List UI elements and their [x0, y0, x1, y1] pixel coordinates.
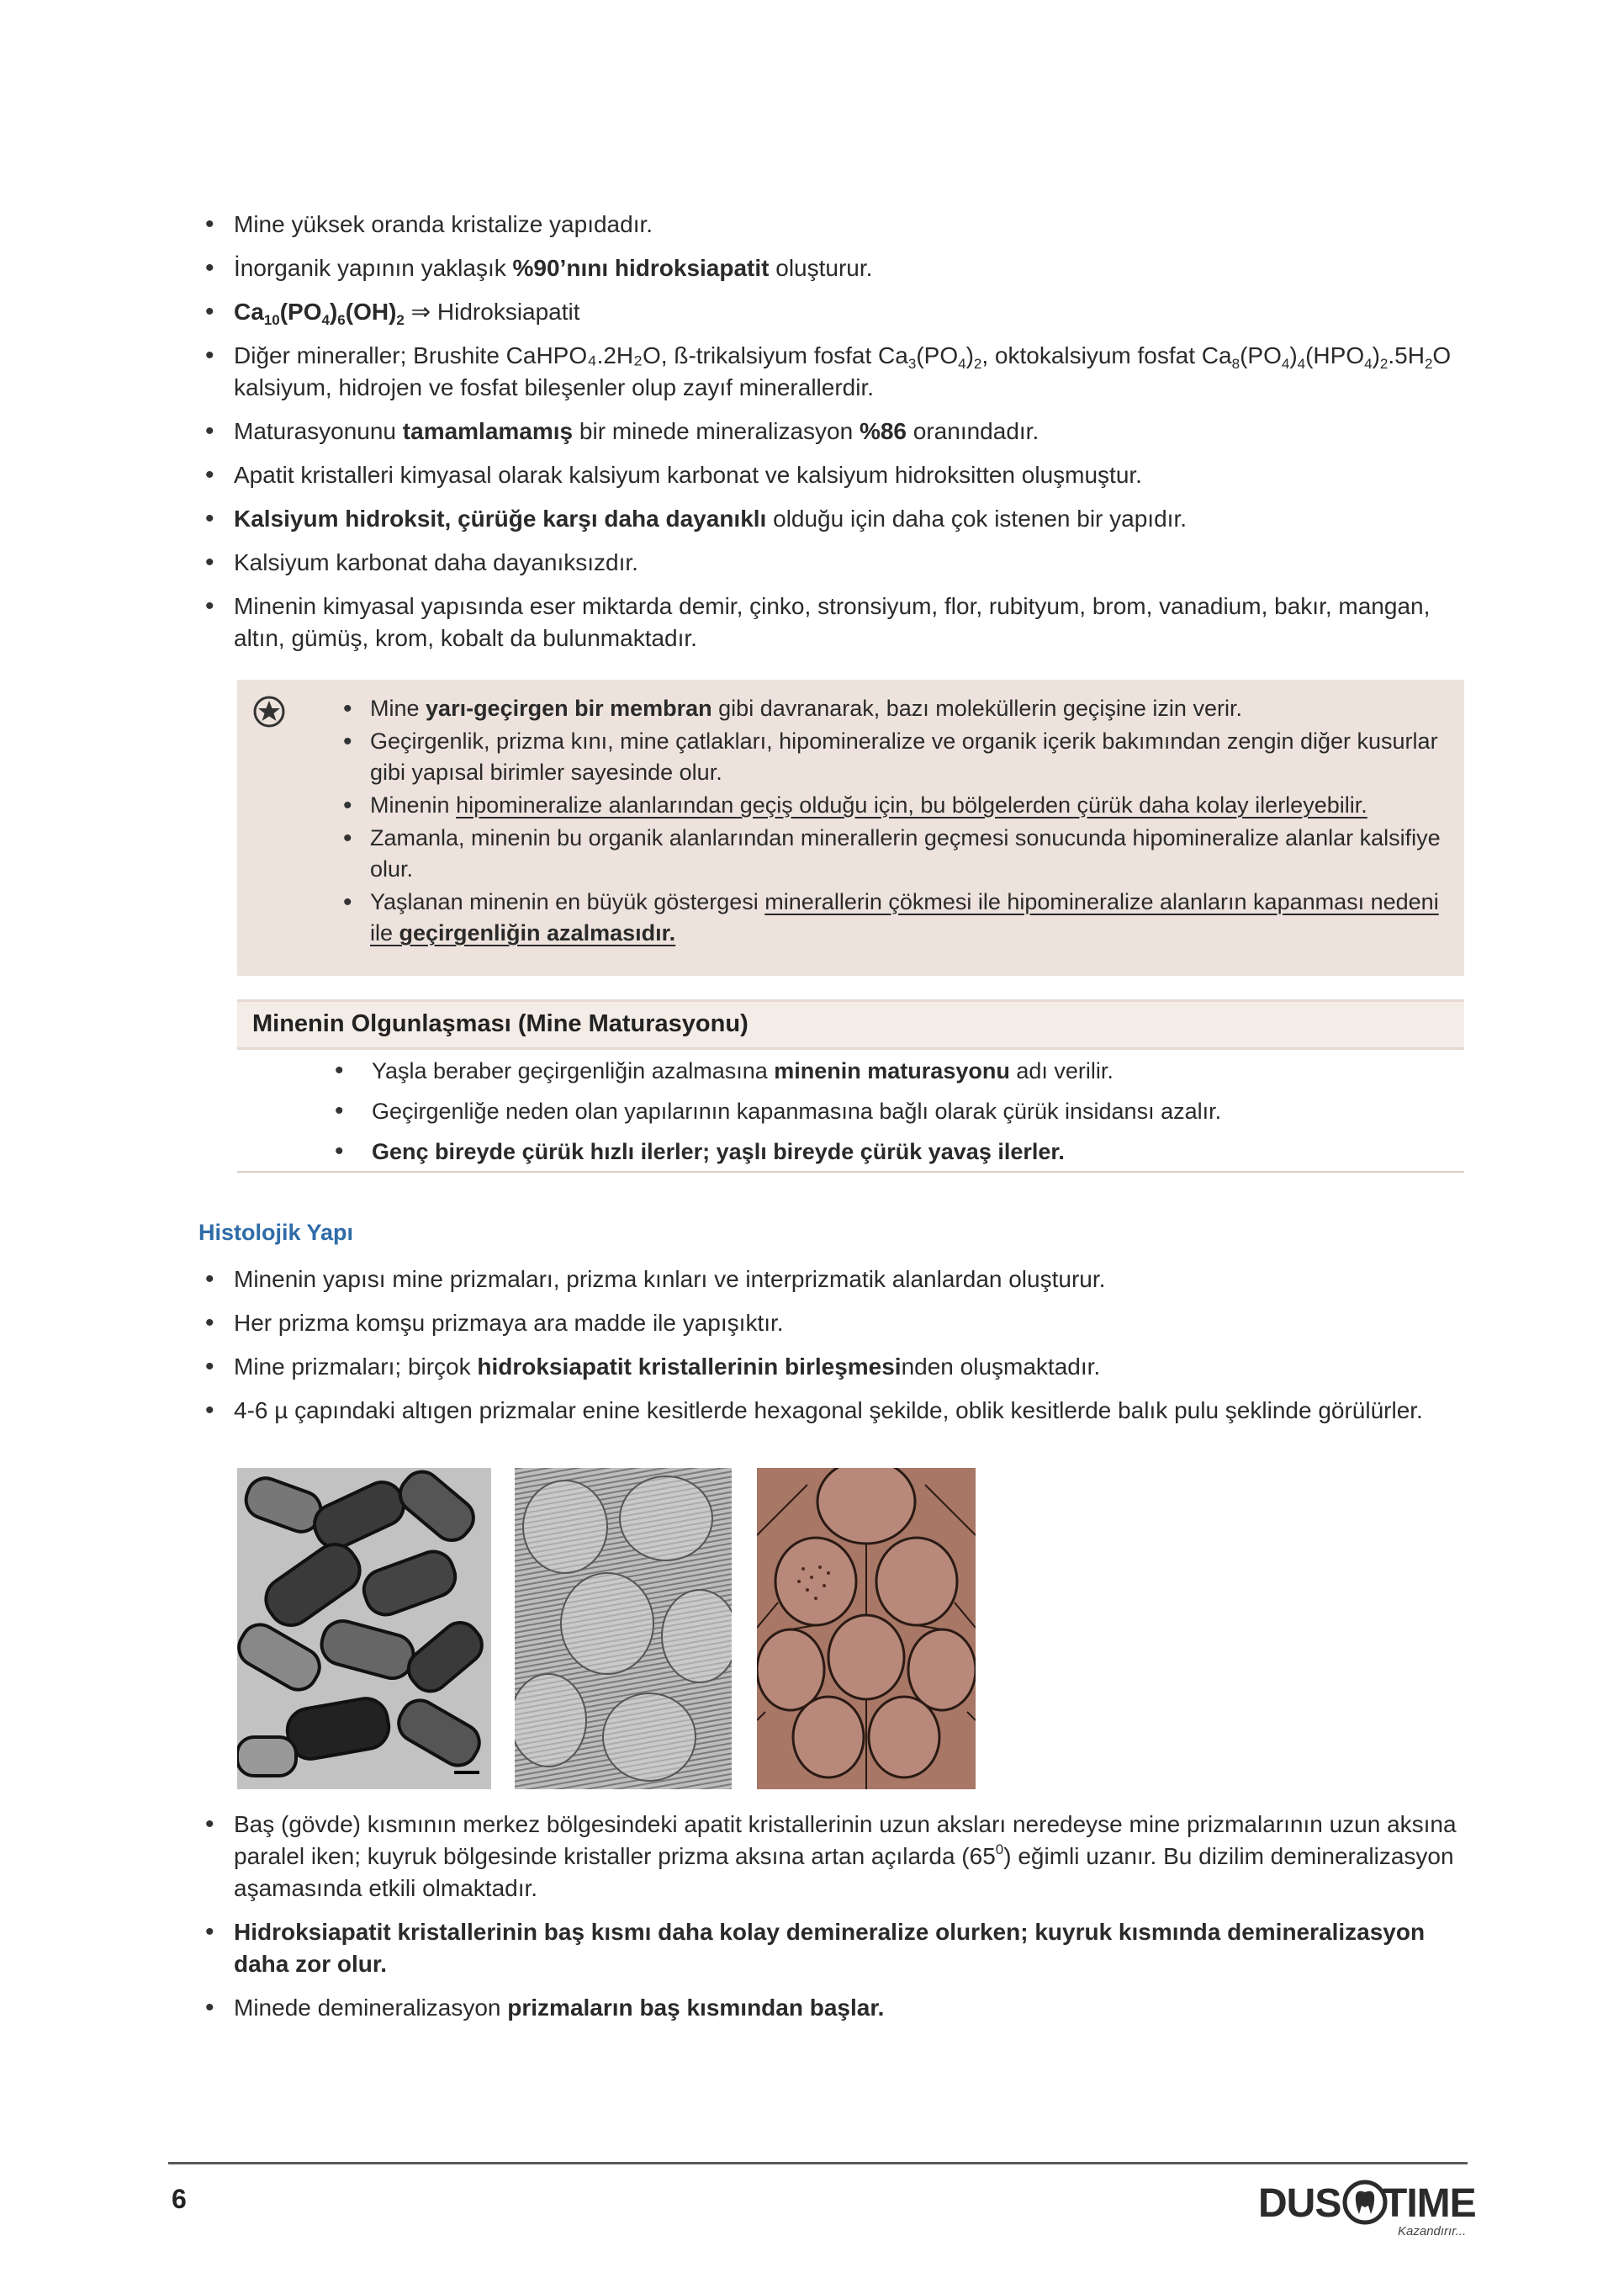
- important-note-box: [237, 680, 1464, 976]
- histology-title: Histolojik Yapı: [198, 1220, 354, 1245]
- list-item: [340, 726, 1442, 788]
- text-run: Mine yüksek oranda kristalize yapıdadır.: [234, 211, 653, 237]
- tooth-icon: [1342, 2179, 1388, 2226]
- crystal-micrograph: [237, 1468, 491, 1789]
- text-run: (PO: [1240, 342, 1282, 368]
- text-run: ): [329, 299, 338, 325]
- prism-diagram-drawing: [757, 1468, 976, 1789]
- text-run: bir minede mineralizasyon: [573, 418, 860, 444]
- text-run: (HPO: [1305, 342, 1365, 368]
- maturation-header: Minenin Olgunlaşması (Mine Maturasyonu): [237, 999, 1464, 1050]
- lower-section: [198, 1809, 1464, 2036]
- text-run: prizmaların baş kısmından başlar.: [507, 1995, 885, 2021]
- maturation-list: [328, 1055, 1455, 1168]
- list-item: [198, 252, 1464, 284]
- logo-text-right: TIME: [1383, 2181, 1476, 2226]
- text-run: ): [1372, 342, 1380, 368]
- text-run: Mine prizmaları; birçok: [234, 1354, 478, 1380]
- text-run: oluşturur.: [769, 255, 873, 281]
- text-run: (OH): [345, 299, 397, 325]
- text-run: ): [1289, 342, 1298, 368]
- list-item: [198, 591, 1464, 654]
- list-item: [328, 1136, 1455, 1168]
- text-run: 4: [1297, 356, 1306, 372]
- text-run: oranındadır.: [907, 418, 1039, 444]
- text-run: Maturasyonunu: [234, 418, 403, 444]
- text-run: İnorganik yapının yaklaşık: [234, 255, 513, 281]
- text-run: ): [965, 342, 974, 368]
- text-run: adı verilir.: [1009, 1058, 1114, 1083]
- list-item: [198, 340, 1464, 404]
- text-run: Minenin yapısı mine prizmaları, prizma kınları ve interprizmatik alanlardan oluşturur.: [234, 1266, 1106, 1292]
- text-run: hipomineralize alanlarından geçiş olduğu için, bu bölgelerden çürük daha kolay ilerleyebilir.: [456, 792, 1367, 818]
- histology-list: [198, 1263, 1464, 1427]
- text-run: Mine: [370, 696, 426, 721]
- dustime-logo: [1258, 2174, 1477, 2241]
- text-run: Geçirgenlik, prizma kını, mine çatlakları, hipomineralize ve organik içerik bakımından zengin diğer kusurlar gibi yapısal birimler sayesinde olur.: [370, 728, 1438, 785]
- text-run: 4: [1281, 356, 1290, 372]
- text-run: hidroksiapatit kristallerinin birleşmesi: [477, 1354, 902, 1380]
- text-run: O kalsiyum, hidrojen ve fosfat bileşenler olup zayıf minerallerdir.: [234, 342, 1452, 400]
- text-run: Kalsiyum hidroksit, çürüğe karşı daha dayanıklı: [234, 506, 767, 532]
- text-run: 4: [321, 312, 330, 328]
- top-section: [198, 209, 1464, 666]
- text-run: 2: [1379, 356, 1389, 372]
- note-list: [340, 693, 1442, 949]
- top-list: [198, 209, 1464, 654]
- text-run: 2: [1424, 356, 1433, 372]
- text-run: (PO: [916, 342, 959, 368]
- text-run: Apatit kristalleri kimyasal olarak kalsiyum karbonat ve kalsiyum hidroksitten oluşmuştur.: [234, 462, 1142, 488]
- list-item: [198, 503, 1464, 535]
- list-item: [198, 547, 1464, 579]
- list-item: [198, 209, 1464, 241]
- list-item: [198, 459, 1464, 491]
- list-item: [328, 1095, 1455, 1127]
- text-run: Genç bireyde çürük hızlı ilerler; yaşlı bireyde çürük yavaş ilerler.: [372, 1139, 1065, 1164]
- list-item: [328, 1055, 1455, 1087]
- logo-text-left: DUS: [1258, 2181, 1341, 2226]
- text-run: 2: [973, 356, 982, 372]
- list-item: [340, 887, 1442, 949]
- text-run: .5H: [1388, 342, 1425, 368]
- list-item: [340, 790, 1442, 821]
- text-run: minenin maturasyonu: [774, 1058, 1010, 1083]
- text-run: Yaşlanan minenin en büyük göstergesi: [370, 889, 765, 914]
- text-run: %90’nını hidroksiapatit: [512, 255, 770, 281]
- text-run: ⇒ Hidroksiapatit: [404, 299, 580, 325]
- maturation-section: [328, 1055, 1455, 1176]
- text-run: yarı-geçirgen bir membran: [426, 696, 712, 721]
- logo-tagline: Kazandırır...: [1398, 2224, 1467, 2238]
- text-run: 2: [396, 312, 405, 328]
- text-run: (PO: [279, 299, 322, 325]
- text-run: Zamanla, minenin bu organik alanlarından minerallerin geçmesi sonucunda hipomineralize alanlar kalsifiye olur.: [370, 825, 1441, 882]
- list-item: [198, 1809, 1464, 1905]
- list-item: [198, 1263, 1464, 1295]
- text-run: tamamlamamış: [402, 418, 574, 444]
- prism-sem-micrograph: [515, 1468, 732, 1789]
- text-run: 3: [907, 356, 917, 372]
- text-run: gibi davranarak, bazı moleküllerin geçişine izin verir.: [711, 696, 1242, 721]
- list-item: [198, 1351, 1464, 1383]
- lower-list: [198, 1809, 1464, 2024]
- text-run: geçirgenliğin azalmasıdır.: [399, 920, 676, 946]
- text-run: Kalsiyum karbonat daha dayanıksızdır.: [234, 549, 638, 575]
- list-item: [198, 1395, 1464, 1427]
- text-run: 0: [995, 1841, 1004, 1857]
- text-run: Minenin kimyasal yapısında eser miktarda demir, çinko, stronsiyum, flor, rubityum, brom, vanadium, bakır, mangan, altın, gümüş, krom, kobalt da bulunmaktadır.: [234, 593, 1431, 651]
- text-run: 6: [337, 312, 346, 328]
- text-run: 8: [1231, 356, 1240, 372]
- footer-divider: [168, 2162, 1468, 2164]
- list-item: [198, 1992, 1464, 2024]
- text-run: ) eğimli uzanır. Bu dizilim demineralizasyon aşamasında etkili olmaktadır.: [234, 1843, 1454, 1901]
- text-run: %86: [859, 418, 907, 444]
- list-item: [340, 693, 1442, 724]
- text-run: Geçirgenliğe neden olan yapılarının kapanmasına bağlı olarak çürük insidansı azalır.: [372, 1099, 1222, 1124]
- page-number: 6: [172, 2184, 187, 2214]
- text-run: Baş (gövde) kısmının merkez bölgesindeki apatit kristallerinin uzun aksları neredeyse mine prizmalarının uzun aksına paralel iken; kuyruk bölgesinde kristaller prizma aksına artan açılarda (65: [234, 1811, 1457, 1869]
- text-run: 4-6 µ çapındaki altıgen prizmalar enine kesitlerde hexagonal şekilde, oblik kesitlerde balık pulu şeklinde görülürler.: [234, 1397, 1423, 1423]
- text-run: Yaşla beraber geçirgenliğin azalmasına: [372, 1058, 775, 1083]
- text-run: , oktokalsiyum fosfat Ca: [981, 342, 1232, 368]
- text-run: minerallerin çökmesi ile hipomineralize alanların kapanması nedeni ile: [370, 889, 1439, 946]
- text-run: Minenin: [370, 792, 457, 818]
- text-run: Hidroksiapatit kristallerinin baş kısmı daha kolay demineralize olurken; kuyruk kısmında demineralizasyon daha zor olur.: [234, 1919, 1426, 1977]
- text-run: Minede demineralizasyon: [234, 1995, 508, 2021]
- list-item: [198, 1916, 1464, 1980]
- histology-section: [198, 1263, 1464, 1438]
- text-run: 4: [1364, 356, 1373, 372]
- list-item: [198, 1307, 1464, 1339]
- star-icon: [252, 695, 286, 728]
- text-run: olduğu için daha çok istenen bir yapıdır.: [766, 506, 1187, 532]
- list-item: [198, 296, 1464, 328]
- text-run: Her prizma komşu prizmaya ara madde ile yapışıktır.: [234, 1310, 784, 1336]
- text-run: Diğer mineraller; Brushite CaHPO₄.2H₂O, ß-trikalsiyum fosfat Ca: [234, 342, 908, 368]
- list-item: [340, 823, 1442, 885]
- text-run: Ca: [234, 299, 264, 325]
- maturation-divider: [237, 1171, 1464, 1173]
- text-run: 4: [958, 356, 966, 372]
- text-run: 10: [263, 312, 280, 328]
- text-run: nden oluşmaktadır.: [901, 1354, 1101, 1380]
- list-item: [198, 416, 1464, 448]
